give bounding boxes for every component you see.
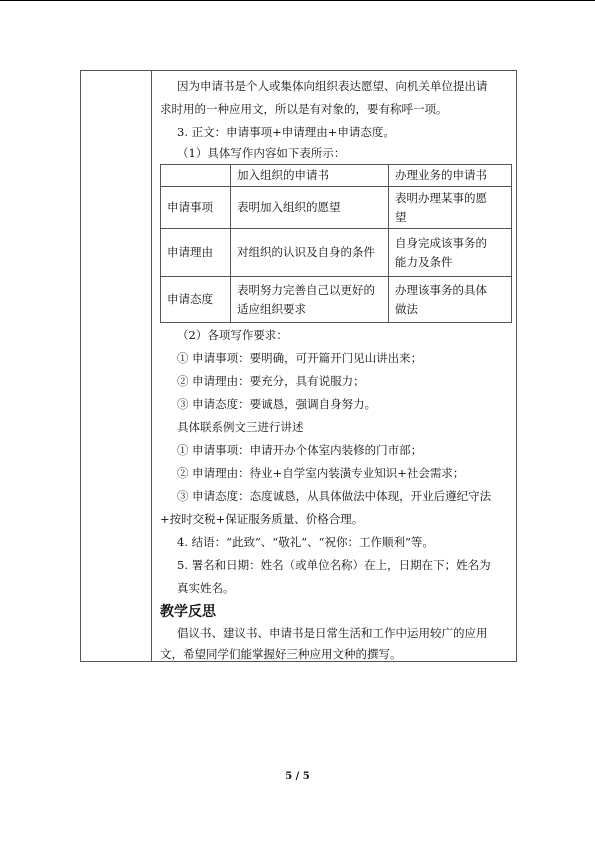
lesson-table-left-column xyxy=(81,71,152,661)
example-item: ② 申请理由：待业+自学室内装潢专业知识+社会需求； xyxy=(177,466,465,480)
row-cell: 办理该事务的具体 做法 xyxy=(389,277,512,323)
row-label: 申请态度 xyxy=(161,277,231,323)
row-cell: 表明办理某事的愿 望 xyxy=(389,187,512,229)
reflection-line-2: 文，希望同学们能掌握好三种应用文种的撰写。 xyxy=(160,647,402,661)
table-row xyxy=(161,187,512,229)
requirement-item: ① 申请事项：要明确，可开篇开门见山讲出来； xyxy=(177,351,423,365)
table-row xyxy=(161,229,512,277)
table-row xyxy=(161,277,512,323)
body-heading: 3. 正文：申请事项+申请理由+申请态度。 xyxy=(177,125,395,139)
lesson-table xyxy=(80,70,517,662)
header-cell-join-org: 加入组织的申请书 xyxy=(231,165,389,187)
row-label: 申请事项 xyxy=(161,187,231,229)
header-cell-business: 办理业务的申请书 xyxy=(389,165,512,187)
row-cell: 自身完成该事务的 能力及条件 xyxy=(389,229,512,277)
closing-line: 4. 结语：“此致”、“敬礼”、“祝你：工作顺利”等。 xyxy=(177,535,434,549)
page-number: 5 / 5 xyxy=(285,771,310,782)
row-cell: 对组织的认识及自身的条件 xyxy=(231,229,389,277)
table-intro: （1）具体写作内容如下表所示： xyxy=(177,146,346,160)
requirement-item: ② 申请理由：要充分，具有说服力； xyxy=(177,374,365,388)
intro-line-1: 因为申请书是个人或集体向组织表达愿望、向机关单位提出请 xyxy=(177,79,488,93)
reflection-heading: 教学反思 xyxy=(160,604,216,620)
example-item: ① 申请事项：申请开办个体室内装修的门市部； xyxy=(177,443,423,457)
lesson-content xyxy=(152,71,516,661)
row-cell: 表明努力完善自己以更好的 适应组织要求 xyxy=(231,277,389,323)
intro-line-2: 求时用的一种应用文，所以是有对象的，要有称呼一项。 xyxy=(160,102,448,116)
example-title: 具体联系例文三进行讲述 xyxy=(177,420,304,434)
header-cell-empty xyxy=(161,165,231,187)
row-cell: 表明加入组织的愿望 xyxy=(231,187,389,229)
requirements-title: （2）各项写作要求： xyxy=(177,328,288,342)
row-label: 申请理由 xyxy=(161,229,231,277)
reflection-line-1: 倡议书、建议书、申请书是日常生活和工作中运用较广的应用 xyxy=(177,626,488,640)
requirement-item: ③ 申请态度：要诚恳，强调自身努力。 xyxy=(177,397,377,411)
comparison-table xyxy=(160,164,512,323)
comparison-header-row xyxy=(161,165,512,187)
example-item: ③ 申请态度：态度诚恳，从具体做法中体现，开业后遵纪守法 xyxy=(177,489,492,503)
signature-line-1: 5. 署名和日期：姓名（或单位名称）在上，日期在下；姓名为 xyxy=(177,558,491,572)
example-item: +按时交税+保证服务质量、价格合理。 xyxy=(160,512,364,526)
page-top-rule xyxy=(0,0,595,1)
signature-line-2: 真实姓名。 xyxy=(177,581,235,595)
